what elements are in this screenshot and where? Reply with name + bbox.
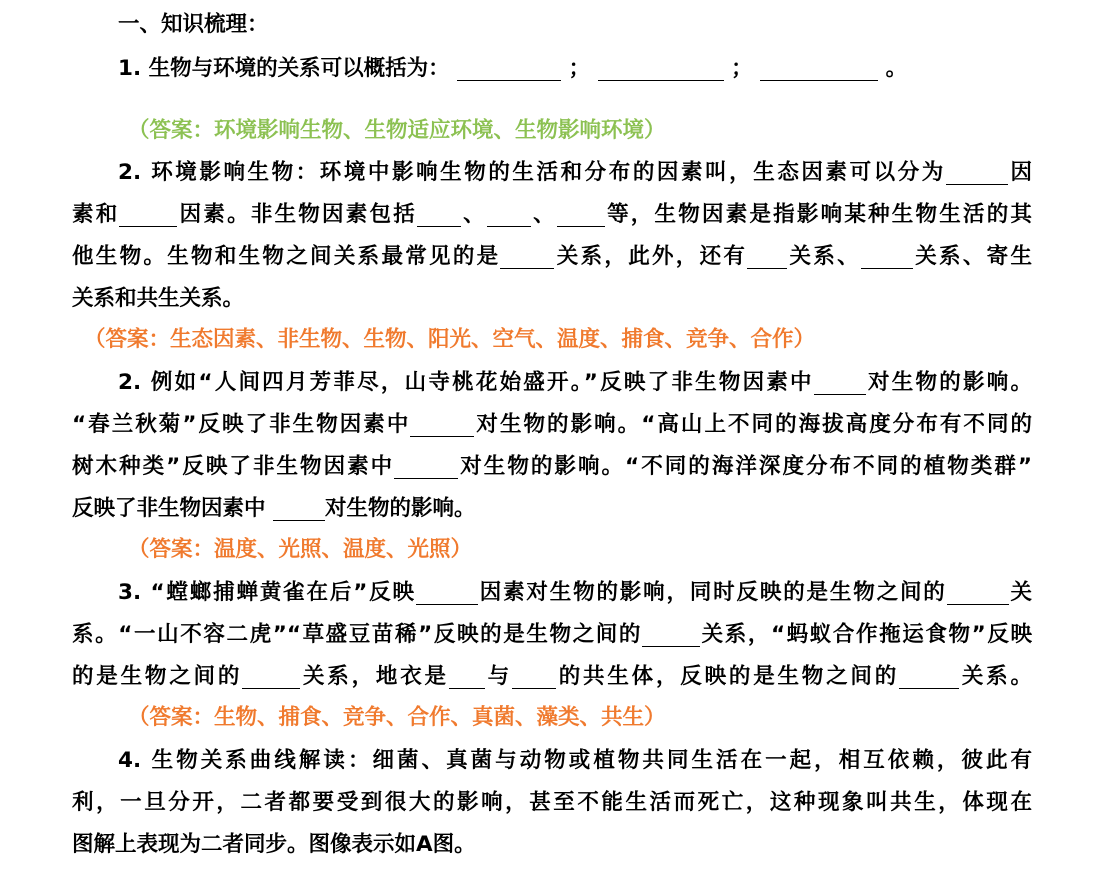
- q3-line-1: 3. “螳螂捕蝉黄雀在后”反映 因素对生物的影响，同时反映的是生物之间的 关: [118, 580, 1032, 605]
- q1-line: 1. 生物与环境的关系可以概括为： ； ； 。: [118, 56, 908, 81]
- q2b-line-3: 树木种类”反映了非生物因素中 对生物的影响。“不同的海洋深度分布不同的植物类群”: [72, 454, 1033, 479]
- q3-blank-1[interactable]: [416, 578, 478, 605]
- q2b-blank-2[interactable]: [410, 410, 474, 437]
- q2a-line-4: 关系和共生关系。: [72, 286, 245, 311]
- q2a-blank-2[interactable]: [119, 200, 177, 227]
- q1-blank-3[interactable]: [760, 54, 878, 81]
- q2b-blank-4[interactable]: [273, 494, 325, 521]
- q4-line-3: 图解上表现为二者同步。图像表示如A图。: [72, 832, 476, 857]
- q3-line-3: 的是生物之间的 关系，地衣是 与 的共生体，反映的是生物之间的 关系。: [72, 664, 1032, 689]
- q2a-line-2: 素和 因素。非生物因素包括 、 、 等，生物因素是指影响某种生物生活的其: [72, 202, 1032, 227]
- q3-blank-6[interactable]: [512, 662, 556, 689]
- q4-line-2: 利，一旦分开，二者都要受到很大的影响，甚至不能生活而死亡，这种现象叫共生，体现在: [72, 790, 1032, 815]
- q2b-line-2: “春兰秋菊”反映了非生物因素中 对生物的影响。“高山上不同的海拔高度分布有不同的: [72, 412, 1033, 437]
- q2a-answer: （答案：生态因素、非生物、生物、阳光、空气、温度、捕食、竞争、合作）: [84, 327, 816, 352]
- q3-blank-3[interactable]: [642, 620, 700, 647]
- q2b-line-1: 2. 例如“人间四月芳菲尽，山寺桃花始盛开。”反映了非生物因素中 对生物的影响。: [118, 370, 1032, 395]
- q3-blank-7[interactable]: [899, 662, 959, 689]
- q2b-blank-1[interactable]: [814, 368, 866, 395]
- q4-line-1: 4. 生物关系曲线解读：细菌、真菌与动物或植物共同生活在一起，相互依赖，彼此有: [118, 748, 1032, 773]
- q3-answer: （答案：生物、捕食、竞争、合作、真菌、藻类、共生）: [128, 705, 666, 730]
- q2a-line-1: 2. 环境影响生物：环境中影响生物的生活和分布的因素叫，生态因素可以分为 因: [118, 160, 1032, 185]
- q2a-blank-6[interactable]: [500, 242, 554, 269]
- q2a-blank-5[interactable]: [557, 200, 605, 227]
- q3-blank-4[interactable]: [242, 662, 300, 689]
- q2a-blank-1[interactable]: [946, 158, 1008, 185]
- q3-blank-5[interactable]: [449, 662, 485, 689]
- q2a-line-3: 他生物。生物和生物之间关系最常见的是 关系，此外，还有 关系、 关系、寄生: [72, 244, 1032, 269]
- q3-blank-2[interactable]: [947, 578, 1009, 605]
- q2a-blank-7[interactable]: [747, 242, 787, 269]
- q2b-blank-3[interactable]: [394, 452, 458, 479]
- q1-blank-1[interactable]: [457, 54, 561, 81]
- q2a-blank-8[interactable]: [861, 242, 913, 269]
- q2a-blank-3[interactable]: [417, 200, 461, 227]
- section-heading: 一、知识梳理：: [118, 12, 269, 37]
- q2b-line-4: 反映了非生物因素中 对生物的影响。: [72, 496, 476, 521]
- q3-line-2: 系。“一山不容二虎”“草盛豆苗稀”反映的是生物之间的 关系，“蚂蚁合作拖运食物”反映: [72, 622, 1032, 647]
- q2b-answer: （答案：温度、光照、温度、光照）: [128, 537, 473, 562]
- q2a-blank-4[interactable]: [487, 200, 531, 227]
- q1-answer: （答案：环境影响生物、生物适应环境、生物影响环境）: [128, 118, 666, 143]
- q1-blank-2[interactable]: [598, 54, 724, 81]
